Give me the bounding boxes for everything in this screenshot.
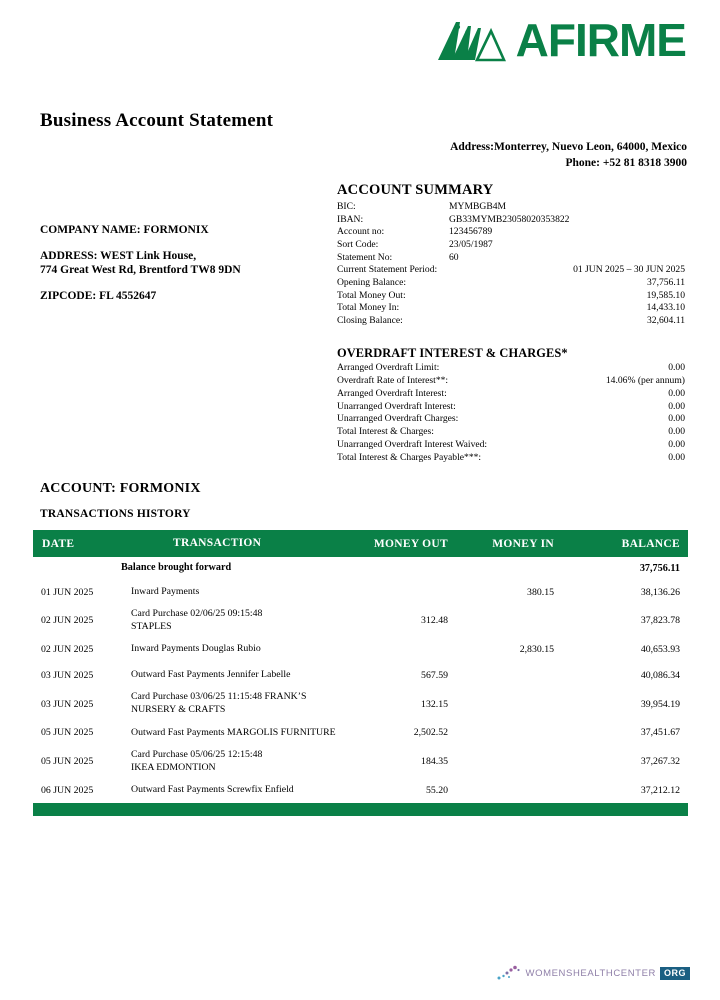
cell-balance: 37,212.12 bbox=[640, 784, 680, 796]
row-value: 32,604.11 bbox=[646, 314, 685, 326]
transaction-description: Outward Fast Payments Jennifer Labelle bbox=[131, 669, 291, 681]
balance-brought-forward-label: Balance brought forward bbox=[121, 562, 232, 574]
row-value: 14.06% (per annum) bbox=[605, 374, 685, 386]
table-row bbox=[33, 605, 688, 636]
table-row bbox=[33, 579, 688, 605]
cell-date: 02 JUN 2025 bbox=[41, 615, 94, 627]
summary-row bbox=[337, 290, 685, 303]
row-value: 37,756.11 bbox=[646, 276, 685, 288]
row-detail bbox=[449, 302, 548, 315]
brand-logo bbox=[434, 14, 686, 66]
row-value: 0.00 bbox=[668, 362, 685, 373]
overdraft-row bbox=[337, 413, 685, 426]
row-detail: MYMBGB4M bbox=[449, 201, 507, 212]
row-label: Opening Balance: bbox=[337, 276, 406, 288]
row-detail bbox=[449, 315, 548, 328]
company-zipcode: ZIPCODE: FL 4552647 bbox=[40, 290, 157, 303]
summary-row bbox=[337, 201, 685, 214]
transaction-description-line2: NURSERY & CRAFTS bbox=[131, 704, 226, 716]
row-label: Account no: bbox=[337, 226, 385, 238]
row-detail bbox=[449, 290, 548, 303]
overdraft-row bbox=[337, 426, 685, 439]
cell-transaction bbox=[121, 749, 356, 774]
row-value: 01 JUN 2025 – 30 JUN 2025 bbox=[573, 264, 685, 276]
transaction-description-line2: STAPLES bbox=[131, 620, 172, 632]
watermark-text: WOMENSHEALTHCENTER bbox=[525, 967, 656, 979]
bank-address-line: Address:Monterrey, Nuevo Leon, 64000, Mexico bbox=[450, 141, 687, 153]
transaction-description: Inward Payments bbox=[131, 585, 200, 597]
transaction-description: Card Purchase 05/06/25 12:15:48 bbox=[131, 748, 263, 760]
cell-balance: 37,267.32 bbox=[640, 756, 680, 768]
overdraft-row bbox=[337, 452, 685, 465]
row-label: Total Money In: bbox=[337, 302, 400, 314]
summary-row bbox=[337, 214, 685, 227]
company-address-line-1: ADDRESS: WEST Link House, bbox=[40, 249, 197, 262]
overdraft-row bbox=[337, 362, 685, 375]
cell-date: 01 JUN 2025 bbox=[41, 586, 94, 598]
transaction-description: Outward Fast Payments Screwfix Enfield bbox=[131, 784, 294, 796]
column-header-date: DATE bbox=[42, 537, 75, 550]
row-value bbox=[627, 214, 685, 227]
cell-balance: 37,451.67 bbox=[640, 727, 680, 739]
transactions-history-heading: TRANSACTIONS HISTORY bbox=[40, 508, 191, 520]
cell-money-out: 567.59 bbox=[421, 669, 448, 681]
cell-transaction bbox=[121, 727, 356, 740]
row-detail: 60 bbox=[449, 251, 459, 263]
row-label: Statement No: bbox=[337, 251, 393, 263]
cell-date: 03 JUN 2025 bbox=[41, 698, 94, 710]
page-title: Business Account Statement bbox=[40, 110, 274, 131]
row-value: 0.00 bbox=[668, 439, 685, 451]
row-value: 0.00 bbox=[668, 451, 685, 463]
column-header-money-out: MONEY OUT bbox=[373, 537, 448, 550]
company-name: COMPANY NAME: FORMONIX bbox=[40, 224, 209, 236]
site-watermark bbox=[496, 964, 690, 982]
cell-date: 05 JUN 2025 bbox=[41, 756, 94, 768]
transaction-description-line2: IKEA EDMONTION bbox=[131, 761, 216, 773]
transaction-rows bbox=[33, 579, 688, 803]
summary-row bbox=[337, 226, 685, 239]
row-detail: GB33MYMB23058020353822 bbox=[449, 213, 570, 225]
column-header-transaction: TRANSACTION bbox=[173, 537, 262, 550]
row-detail bbox=[449, 277, 548, 290]
row-value: 0.00 bbox=[668, 387, 685, 399]
row-label: Arranged Overdraft Interest: bbox=[337, 387, 447, 399]
account-holder-line: ACCOUNT: FORMONIX bbox=[40, 481, 201, 496]
summary-row bbox=[337, 252, 685, 265]
cell-money-out: 132.15 bbox=[421, 698, 448, 710]
bank-phone-line: Phone: +52 81 8318 3900 bbox=[565, 156, 687, 169]
row-value bbox=[572, 252, 685, 265]
summary-row bbox=[337, 239, 685, 252]
table-row bbox=[33, 688, 688, 719]
cell-money-in: 2,830.15 bbox=[519, 643, 554, 655]
row-value bbox=[589, 239, 685, 252]
row-label: Arranged Overdraft Limit: bbox=[337, 362, 440, 373]
cell-transaction bbox=[121, 643, 356, 656]
row-label: Unarranged Overdraft Charges: bbox=[337, 413, 459, 425]
row-label: Sort Code: bbox=[337, 238, 379, 250]
overdraft-row bbox=[337, 388, 685, 401]
row-label: Unarranged Overdraft Interest: bbox=[337, 400, 456, 412]
account-summary bbox=[337, 182, 685, 328]
transaction-description: Card Purchase 02/06/25 09:15:48 bbox=[131, 608, 263, 619]
row-value: 14,433.10 bbox=[646, 302, 685, 314]
overdraft-title: OVERDRAFT INTEREST & CHARGES* bbox=[337, 346, 568, 360]
company-address-line-2: 774 Great West Rd, Brentford TW8 9DN bbox=[40, 264, 241, 277]
afirme-mountain-logo-icon bbox=[434, 14, 506, 66]
row-label: Total Interest & Charges: bbox=[337, 426, 434, 438]
table-header-row bbox=[33, 530, 688, 557]
row-label: Unarranged Overdraft Interest Waived: bbox=[337, 439, 488, 451]
transaction-description: Inward Payments Douglas Rubio bbox=[131, 643, 261, 655]
dots-swoosh-icon bbox=[496, 964, 522, 982]
table-row bbox=[33, 720, 688, 746]
cell-money-in: 380.15 bbox=[527, 586, 554, 598]
watermark-org-badge: ORG bbox=[660, 967, 690, 980]
table-footer-bar bbox=[33, 803, 688, 816]
bank-contact bbox=[450, 140, 687, 171]
row-label: Current Statement Period: bbox=[337, 264, 438, 276]
table-row bbox=[33, 777, 688, 803]
row-value: 19,585.10 bbox=[646, 289, 685, 301]
table-row bbox=[33, 746, 688, 777]
column-header-balance: BALANCE bbox=[621, 537, 680, 550]
overdraft-row bbox=[337, 401, 685, 414]
overdraft-rows bbox=[337, 362, 685, 465]
row-label: Total Interest & Charges Payable***: bbox=[337, 451, 482, 463]
cell-date: 03 JUN 2025 bbox=[41, 669, 94, 681]
summary-row bbox=[337, 315, 685, 328]
row-detail: 123456789 bbox=[449, 226, 493, 238]
summary-row bbox=[337, 277, 685, 290]
table-row bbox=[33, 636, 688, 662]
row-detail bbox=[449, 264, 511, 277]
row-label: IBAN: bbox=[337, 213, 364, 225]
transactions-table bbox=[33, 530, 688, 816]
row-value: 0.00 bbox=[668, 426, 685, 438]
row-label: Total Money Out: bbox=[337, 289, 406, 301]
row-detail: 23/05/1987 bbox=[449, 238, 493, 250]
cell-balance: 40,086.34 bbox=[640, 669, 680, 681]
account-summary-rows bbox=[337, 201, 685, 328]
row-value: 0.00 bbox=[668, 400, 685, 412]
cell-balance: 39,954.19 bbox=[640, 698, 680, 710]
row-value bbox=[596, 201, 685, 214]
cell-transaction bbox=[121, 784, 356, 797]
overdraft-section bbox=[337, 346, 685, 465]
cell-transaction bbox=[121, 608, 356, 633]
cell-date: 05 JUN 2025 bbox=[41, 727, 94, 739]
company-details bbox=[40, 223, 320, 304]
cell-balance: 38,136.26 bbox=[640, 586, 680, 598]
row-label: Overdraft Rate of Interest**: bbox=[337, 374, 449, 386]
row-label: BIC: bbox=[337, 201, 356, 212]
summary-row bbox=[337, 264, 685, 277]
cell-money-out: 312.48 bbox=[421, 615, 448, 627]
cell-balance: 37,823.78 bbox=[640, 615, 680, 627]
account-summary-title: ACCOUNT SUMMARY bbox=[337, 182, 494, 198]
summary-row bbox=[337, 302, 685, 315]
transaction-description: Outward Fast Payments MARGOLIS FURNITURE bbox=[131, 726, 336, 738]
table-row bbox=[33, 662, 688, 688]
column-header-money-in: MONEY IN bbox=[492, 537, 554, 550]
balance-brought-forward-row bbox=[33, 557, 688, 579]
cell-money-out: 184.35 bbox=[421, 756, 448, 768]
cell-transaction bbox=[121, 691, 356, 716]
cell-money-out: 55.20 bbox=[425, 784, 448, 796]
cell-transaction bbox=[121, 669, 356, 682]
cell-money-out: 2,502.52 bbox=[413, 727, 448, 739]
cell-date: 06 JUN 2025 bbox=[41, 784, 94, 796]
cell-balance: 40,653.93 bbox=[640, 643, 680, 655]
cell-date: 02 JUN 2025 bbox=[41, 643, 94, 655]
cell-transaction bbox=[121, 586, 356, 599]
row-value: 0.00 bbox=[668, 413, 685, 425]
row-label: Closing Balance: bbox=[337, 314, 403, 326]
balance-brought-forward-value: 37,756.11 bbox=[639, 562, 680, 574]
overdraft-row bbox=[337, 375, 685, 388]
overdraft-row bbox=[337, 439, 685, 452]
brand-name: AFIRME bbox=[515, 14, 686, 66]
row-value bbox=[589, 226, 685, 239]
transaction-description: Card Purchase 03/06/25 11:15:48 FRANK’S bbox=[131, 691, 307, 703]
